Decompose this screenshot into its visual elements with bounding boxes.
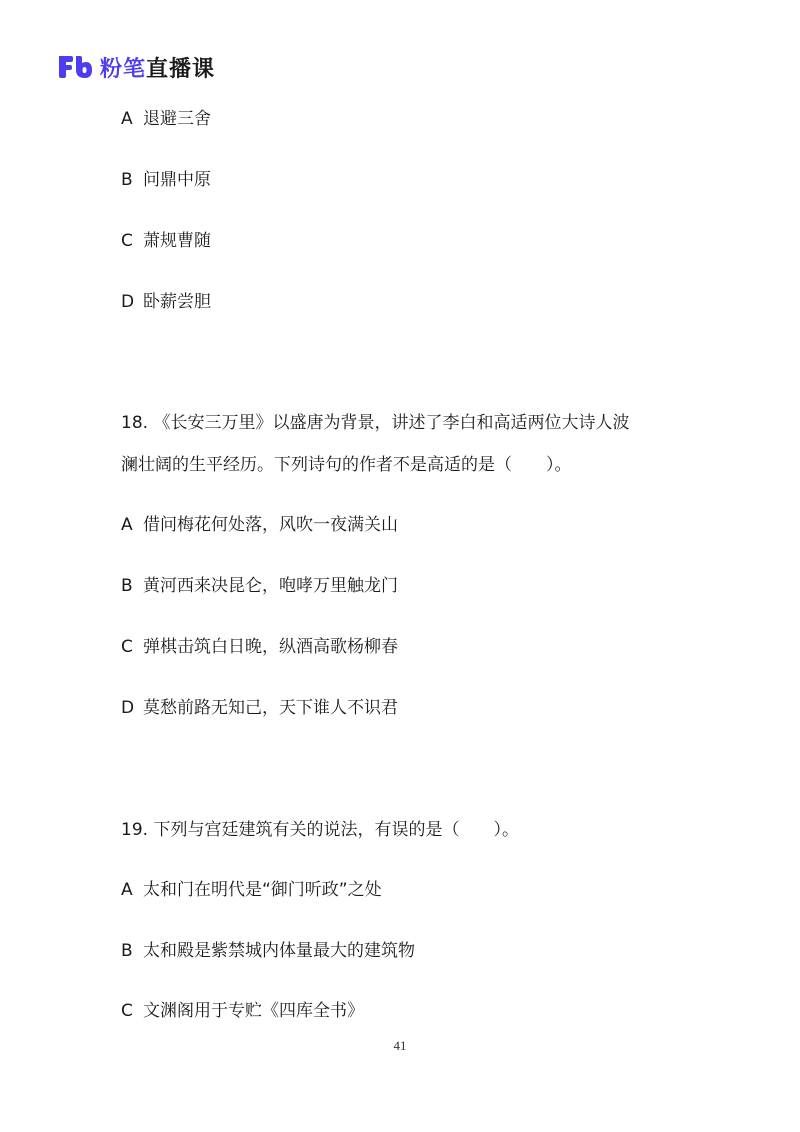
option-letter: A xyxy=(121,880,133,900)
option-text: 萧规曹随 xyxy=(143,231,211,251)
option-row xyxy=(121,575,398,597)
option-letter: B xyxy=(121,576,133,596)
option-row xyxy=(121,940,415,962)
option-row xyxy=(121,291,211,313)
option-row xyxy=(121,697,398,719)
option-row xyxy=(121,230,211,252)
option-letter: C xyxy=(121,231,133,251)
option-letter: B xyxy=(121,941,133,961)
option-text: 问鼎中原 xyxy=(143,170,211,190)
option-text: 黄河西来决昆仑，咆哮万里触龙门 xyxy=(143,576,398,596)
option-text: 弹棋击筑白日晚，纵酒高歌杨柳春 xyxy=(143,637,398,657)
option-text: 借问梅花何处落，风吹一夜满关山 xyxy=(143,515,398,535)
option-row xyxy=(121,169,211,191)
option-letter: D xyxy=(121,292,135,312)
option-letter: A xyxy=(121,515,133,535)
option-row xyxy=(121,879,382,901)
option-letter: A xyxy=(121,109,133,129)
option-row xyxy=(121,514,398,536)
option-text: 文渊阁用于专贮《四库全书》 xyxy=(143,1001,364,1021)
question-19-stem: 19. 下列与宫廷建筑有关的说法，有误的是（ ）。 xyxy=(121,820,519,840)
brand-name xyxy=(100,52,215,83)
fenbi-logo-icon xyxy=(56,52,94,82)
option-letter: C xyxy=(121,637,133,657)
option-text: 莫愁前路无知己，天下谁人不识君 xyxy=(143,698,398,718)
brand-fenbi: 粉笔 xyxy=(100,56,147,82)
question-18-stem-line2: 澜壮阔的生平经历。下列诗句的作者不是高适的是（ ）。 xyxy=(121,455,572,475)
option-letter: D xyxy=(121,698,135,718)
option-letter: C xyxy=(121,1001,133,1021)
option-row xyxy=(121,1000,364,1022)
option-text: 卧薪尝胆 xyxy=(143,292,211,312)
brand-header xyxy=(56,52,215,82)
option-text: 太和殿是紫禁城内体量最大的建筑物 xyxy=(143,941,415,961)
question-18-stem-line1: 18. 《长安三万里》以盛唐为背景，讲述了李白和高适两位大诗人波 xyxy=(121,413,630,433)
option-letter: B xyxy=(121,170,133,190)
option-text: 退避三舍 xyxy=(143,109,211,129)
page-number: 41 xyxy=(393,1038,407,1053)
option-row xyxy=(121,108,211,130)
option-row xyxy=(121,636,398,658)
brand-rest: 直播课 xyxy=(146,56,216,82)
option-text: 太和门在明代是“御门听政”之处 xyxy=(143,880,382,900)
